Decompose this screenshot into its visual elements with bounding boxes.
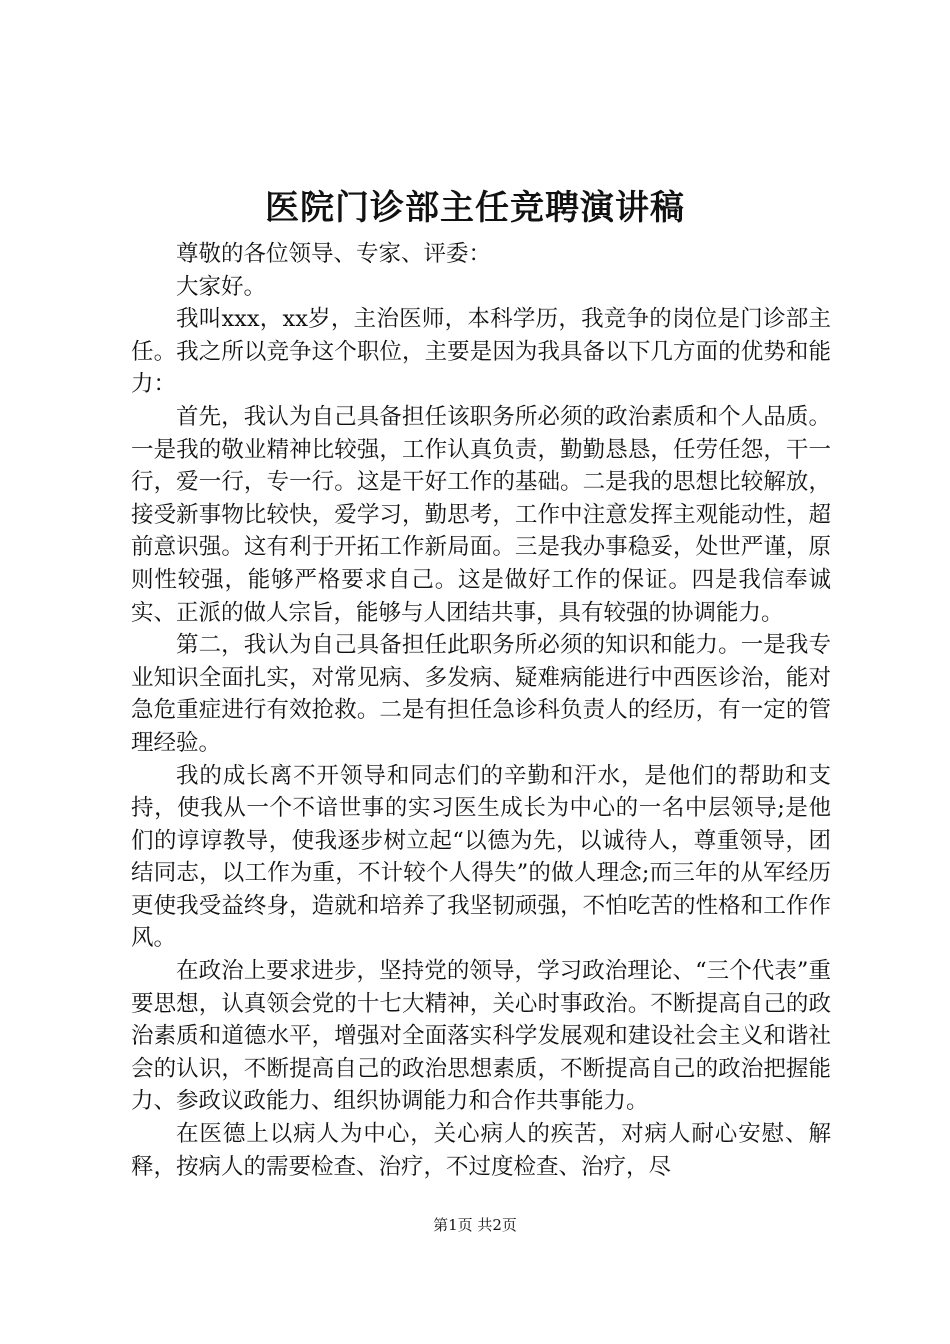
document-title: 医院门诊部主任竞聘演讲稿 — [265, 188, 685, 228]
salutation-paragraph: 尊敬的各位领导、专家、评委： — [176, 241, 492, 267]
body-paragraph: 我叫xxx，xx岁，主治医师，本科学历，我竞争的岗位是门诊部主任。我之所以竞争这个职位，主要是因为我具备以下几方面的优势和能力： — [131, 306, 831, 398]
greeting-paragraph: 大家好。 — [176, 273, 267, 300]
document-body — [131, 238, 831, 1183]
body-paragraph: 在医德上以病人为中心，关心病人的疾苦，对病人耐心安慰、解释，按病人的需要检查、治疗，不过度检查、治疗，尽 — [131, 1121, 831, 1180]
body-paragraph: 在政治上要求进步，坚持党的领导，学习政治理论、“三个代表”重要思想，认真领会党的十七大精神，关心时事政治。不断提高自己的政治素质和道德水平，增强对全面落实科学发展观和建设社会主义和谐社会的认识，不断提高自己的政治思想素质，不断提高自己的政治把握能力、参政议政能力、组织协调能力和合作共事能力。 — [131, 958, 831, 1115]
body-paragraph: 首先，我认为自己具备担任该职务所必须的政治素质和个人品质。一是我的敬业精神比较强，工作认真负责，勤勤恳恳，任劳任怨，干一行，爱一行，专一行。这是干好工作的基础。二是我的思想比较解放，接受新事物比较快，爱学习，勤思考，工作中注意发挥主观能动性，超前意识强。这有利于开拓工作新局面。三是我办事稳妥，处世严谨，原则性较强，能够严格要求自己。这是做好工作的保证。四是我信奉诚实、正派的做人宗旨，能够与人团结共事，具有较强的协调能力。 — [131, 403, 831, 626]
body-paragraph: 第二，我认为自己具备担任此职务所必须的知识和能力。一是我专业知识全面扎实，对常见病、多发病、疑难病能进行中西医诊治，能对急危重症进行有效抢救。二是有担任急诊科负责人的经历，有一定的管理经验。 — [131, 632, 831, 756]
body-paragraph: 我的成长离不开领导和同志们的辛勤和汗水，是他们的帮助和支持，使我从一个不谙世事的实习医生成长为中心的一名中层领导;是他们的谆谆教导，使我逐步树立起“以德为先，以诚待人，尊重领导，团结同志，以工作为重，不计较个人得失”的做人理念;而三年的从军经历更使我受益终身，造就和培养了我坚韧顽强，不怕吃苦的性格和工作作风。 — [131, 762, 831, 952]
page-footer: 第1页 共2页 — [433, 1216, 517, 1234]
